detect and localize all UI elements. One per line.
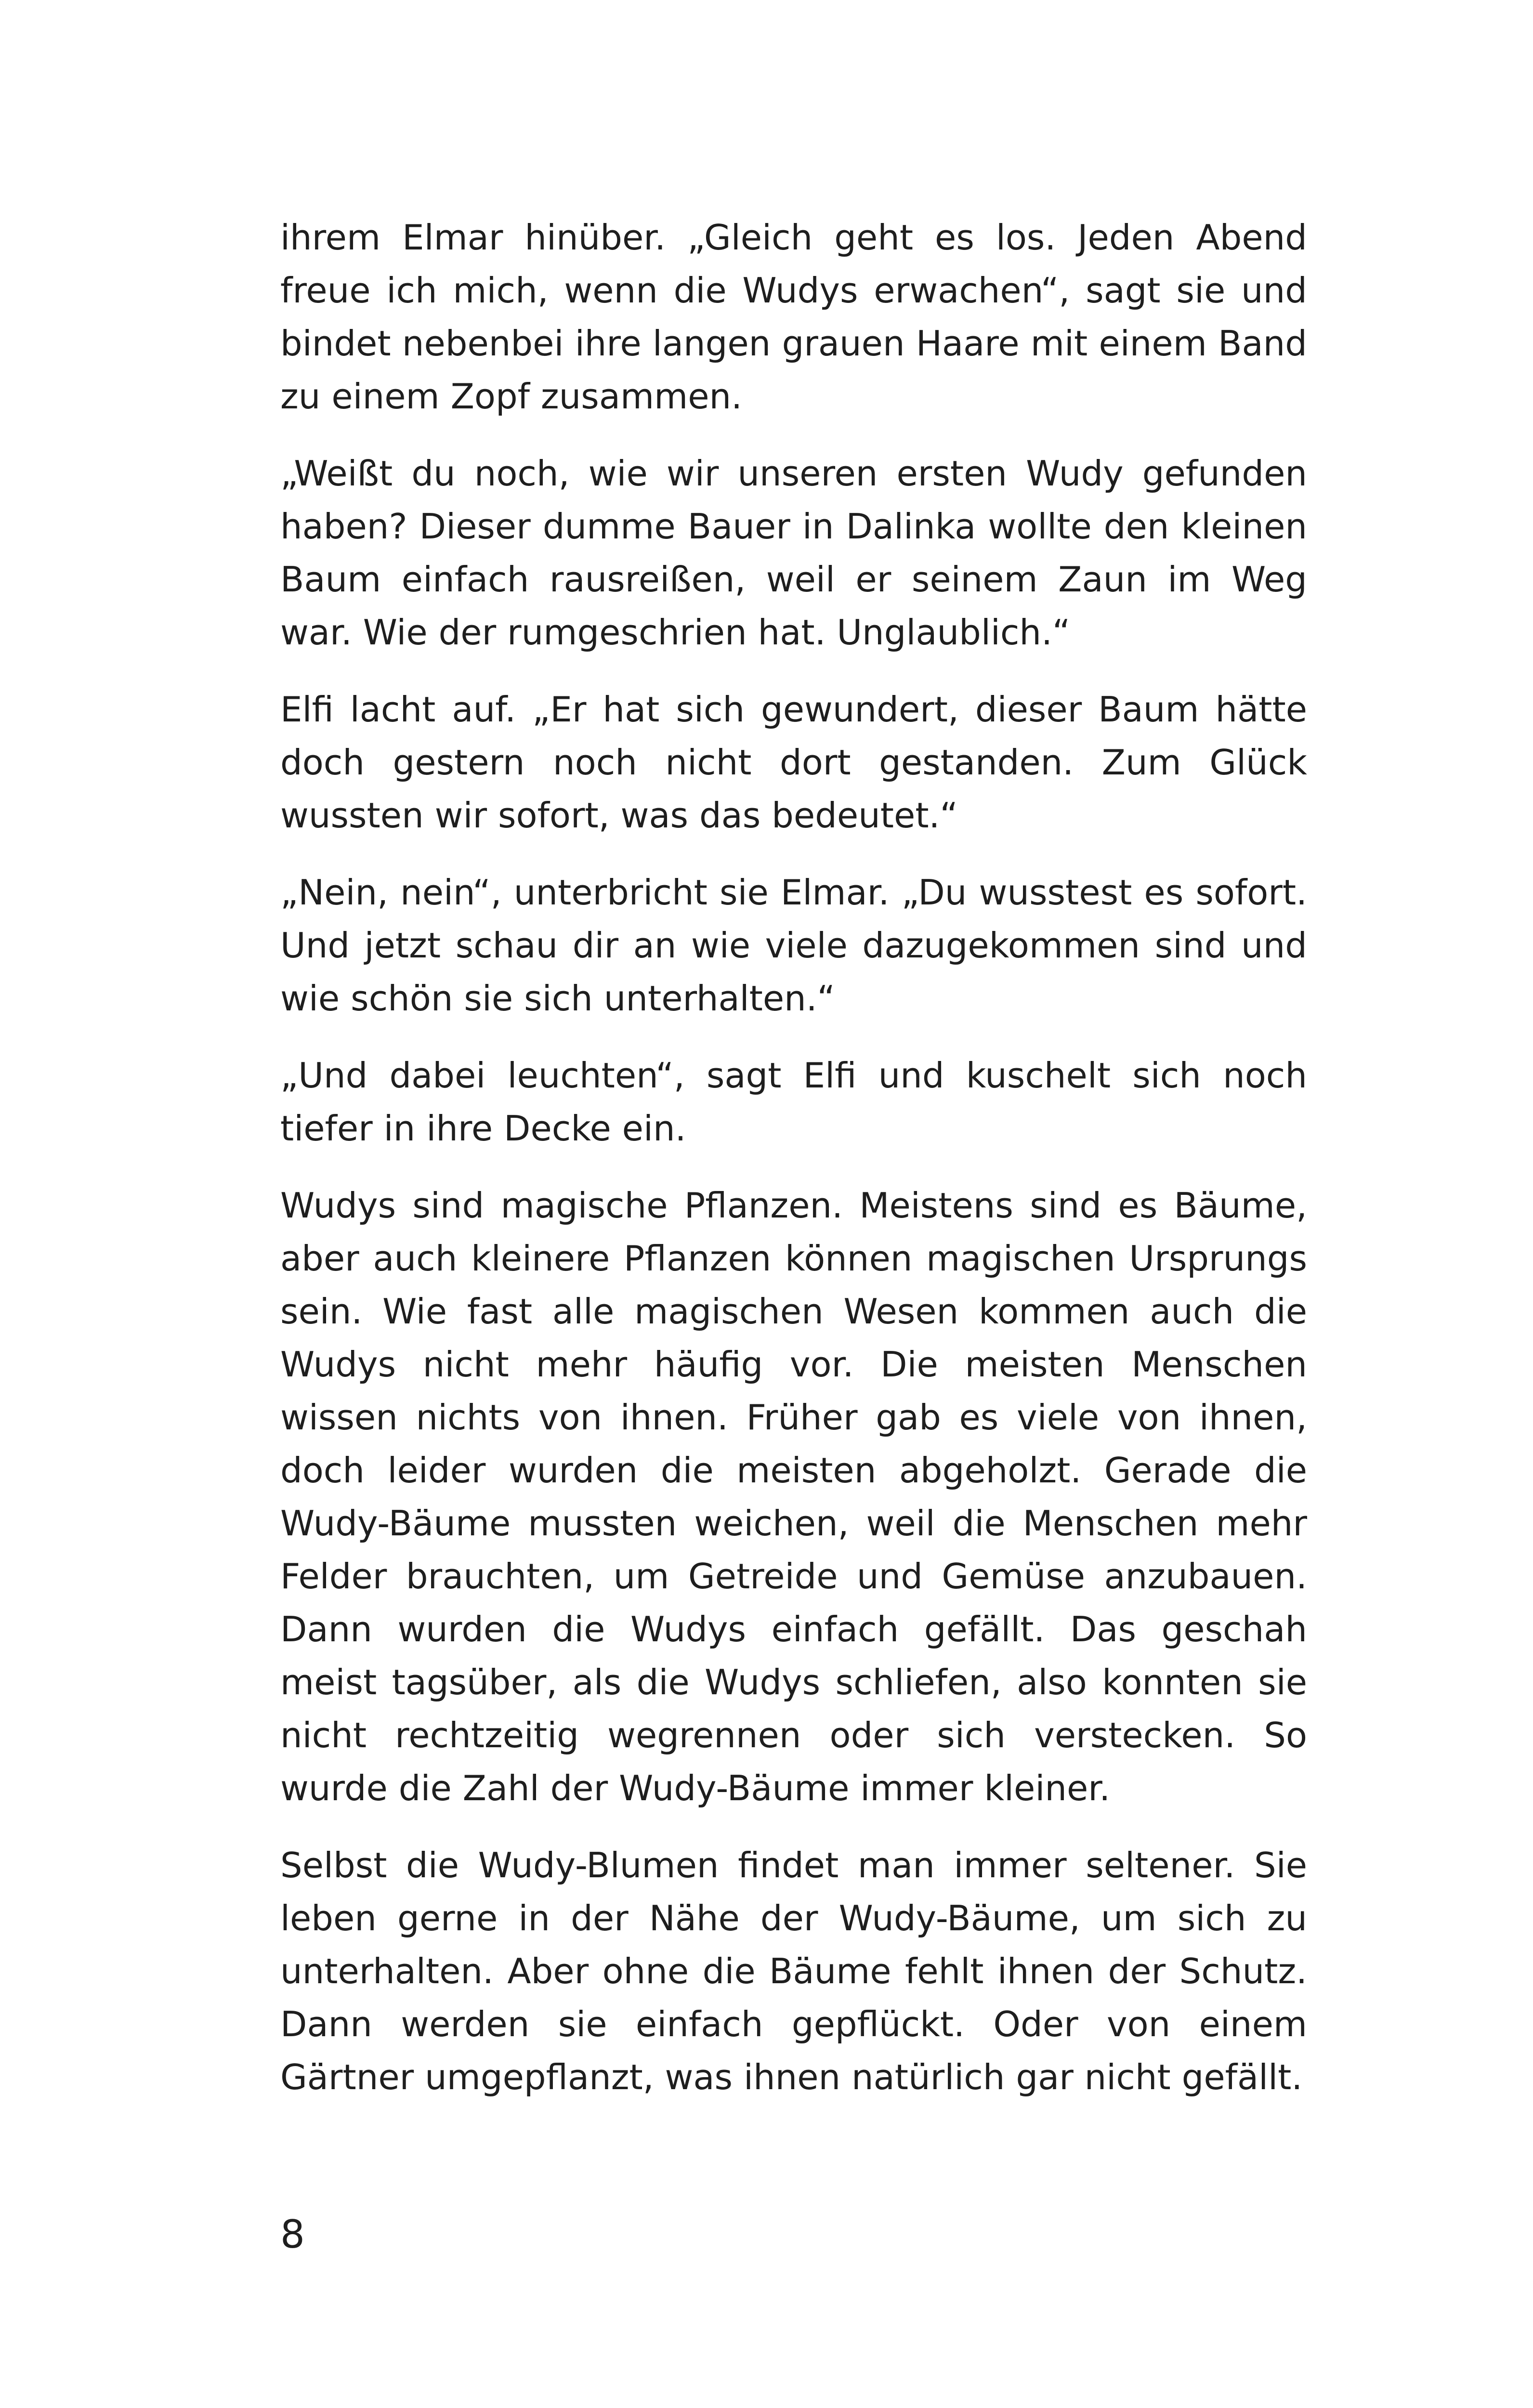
paragraph: Selbst die Wudy-Blumen findet man immer seltener. Sie leben gerne in der Nähe der Wudy-Bäume, um sich zu unterhalten. Aber ohne die Bäume fehlt ihnen der Schutz. Dann werden sie einfach gepflückt. Oder von einem Gärtner umgepflanzt, was ihnen natürlich gar nicht gefällt. xyxy=(280,1845,1307,2097)
paragraph: „Nein, nein“, unterbricht sie Elmar. „Du wusstest es sofort. Und jetzt schau dir an wie viele dazugekommen sind und wie schön sie sich unterhalten.“ xyxy=(280,872,1307,1019)
paragraph: Wudys sind magische Pflanzen. Meistens sind es Bäume, aber auch kleinere Pflanzen können magischen Ursprungs sein. Wie fast alle magischen Wesen kommen auch die Wudys nicht mehr häufig vor. Die meisten Menschen wissen nichts von ihnen. Früher gab es viele von ihnen, doch leider wurden die meisten abgeholzt. Gerade die Wudy-Bäume mussten weichen, weil die Menschen mehr Felder brauchten, um Getreide und Gemüse anzubauen. Dann wurden die Wudys einfach gefällt. Das geschah meist tagsüber, als die Wudys schliefen, also konnten sie nicht rechtzeitig wegrennen oder sich verstecken. So wurde die Zahl der Wudy-Bäume immer kleiner. xyxy=(280,1185,1307,1808)
page-number: 8 xyxy=(280,2212,305,2257)
paragraph: Elfi lacht auf. „Er hat sich gewundert, dieser Baum hätte doch gestern noch nicht dort gestanden. Zum Glück wussten wir sofort, was das bedeutet.“ xyxy=(280,689,1307,836)
body-text xyxy=(280,211,1307,2104)
paragraph: „Weißt du noch, wie wir unseren ersten Wudy gefunden haben? Dieser dumme Bauer in Dalinka wollte den kleinen Baum einfach rausreißen, weil er seinem Zaun im Weg war. Wie der rumgeschrien hat. Unglaublich.“ xyxy=(280,453,1307,653)
paragraph: ihrem Elmar hinüber. „Gleich geht es los. Jeden Abend freue ich mich, wenn die Wudys erwachen“, sagt sie und bindet nebenbei ihre langen grauen Haare mit einem Band zu einem Zopf zusammen. xyxy=(280,217,1307,417)
paragraph: „Und dabei leuchten“, sagt Elfi und kuschelt sich noch tiefer in ihre Decke ein. xyxy=(280,1055,1307,1149)
